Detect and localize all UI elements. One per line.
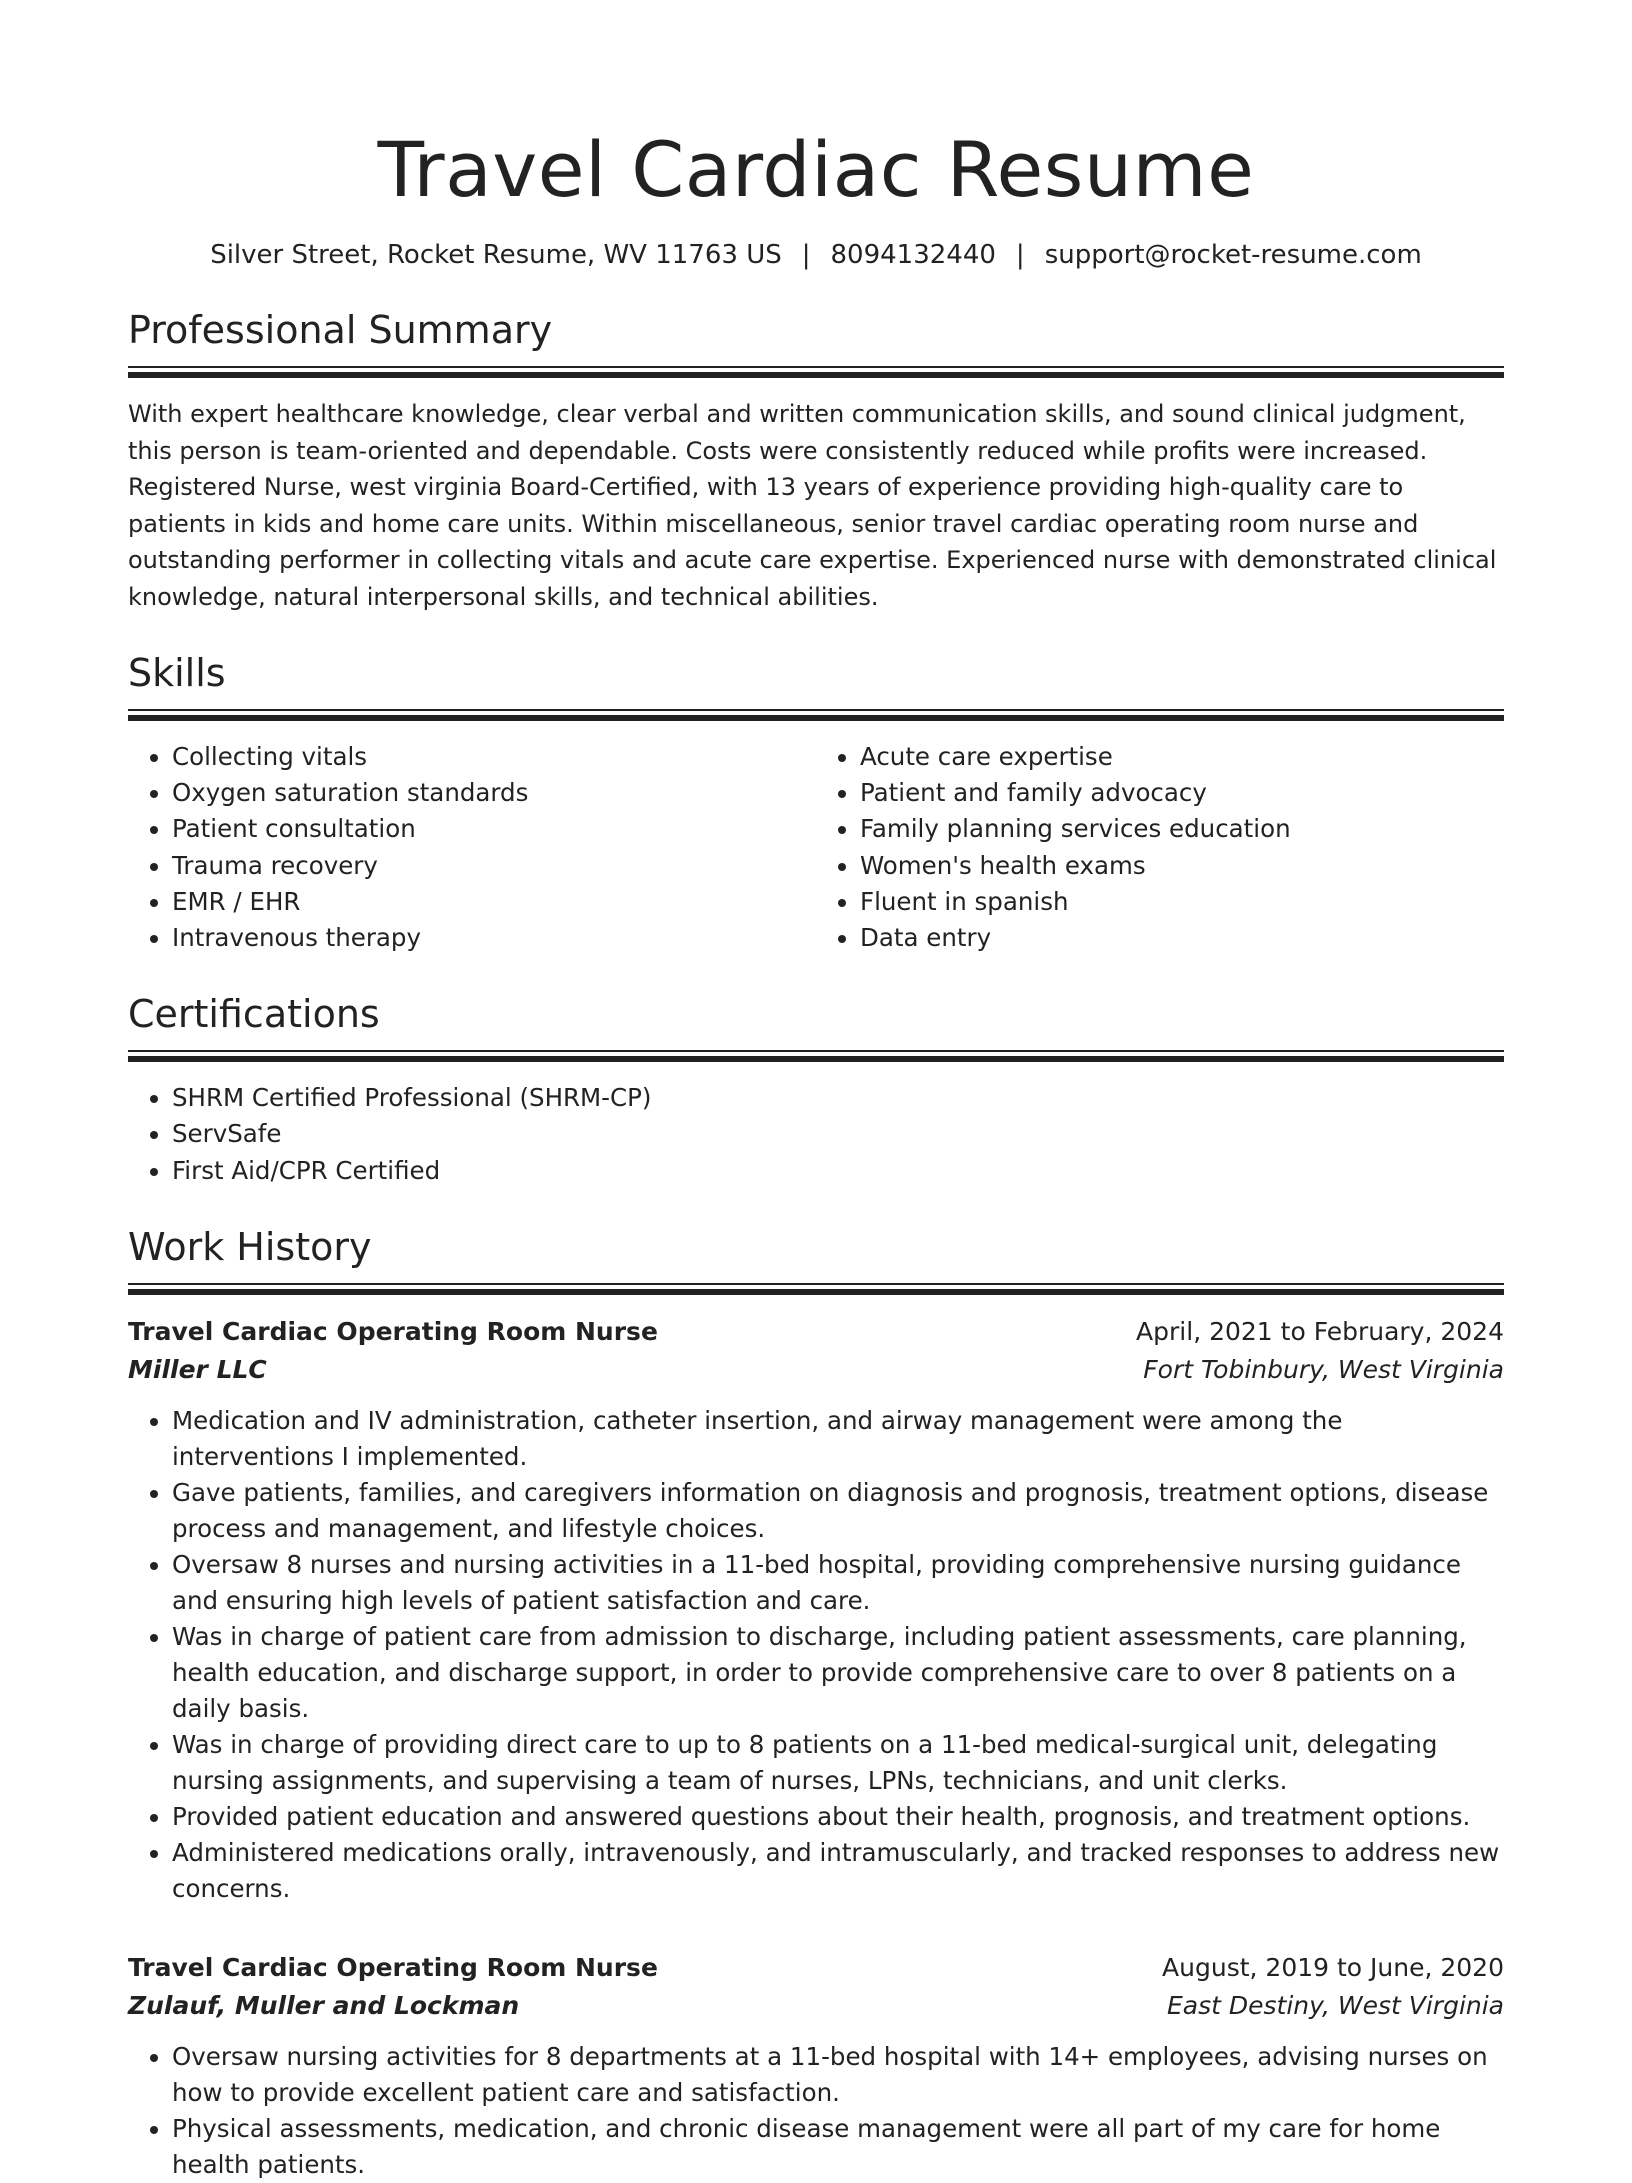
certifications-section (128, 990, 1504, 1189)
job-entry (128, 1313, 1504, 1907)
job-location: East Destiny, West Virginia (1166, 1990, 1504, 2020)
skill-item: • Patient and family advocacy (860, 775, 1504, 811)
job-bullet: • Provided patient education and answered questions about their health, prognosis, and treatment options. (172, 1799, 1504, 1835)
contact-address: Silver Street, Rocket Resume, WV 11763 US (210, 240, 782, 270)
certifications-list (128, 1080, 1504, 1189)
job-bullet: • Was in charge of providing direct care to up to 8 patients on a 11-bed medical-surgical unit, delegating nursing assignments, and supervising a team of nurses, LPNs, technicians, and unit clerks. (172, 1727, 1504, 1799)
skill-item: • Intravenous therapy (172, 920, 816, 956)
job-header-row (128, 1313, 1504, 1351)
certification-item: • First Aid/CPR Certified (172, 1153, 1504, 1189)
job-title: Travel Cardiac Operating Room Nurse (128, 1952, 658, 1982)
job-header-row (128, 1949, 1504, 1987)
job-bullet: • Physical assessments, medication, and chronic disease management were all part of my care for home health patients. (172, 2111, 1504, 2183)
job-subheader-row (128, 1351, 1504, 1389)
job-bullet: • Medication and IV administration, catheter insertion, and airway management were among the interventions I implemented. (172, 1403, 1504, 1475)
skill-item: • Fluent in spanish (860, 884, 1504, 920)
skill-item: • Oxygen saturation standards (172, 775, 816, 811)
contact-phone: 8094132440 (830, 240, 996, 270)
section-divider (128, 1050, 1504, 1062)
section-heading: Work History (128, 1224, 372, 1269)
job-dates: August, 2019 to June, 2020 (1162, 1952, 1504, 1982)
contact-email: support@rocket-resume.com (1044, 240, 1422, 270)
summary-text: With expert healthcare knowledge, clear verbal and written communication skills, and sound clinical judgment, this person is team-oriented and dependable. Costs were consistently reduced while profits were increased. Registered Nurse, west virginia Board-Certified, with 13 years of experience providing high-quality care to patients in kids and home care units. Within miscellaneous, senior travel cardiac operating room nurse and outstanding performer in collecting vitals and acute care expertise. Experienced nurse with demonstrated clinical knowledge, natural interpersonal skills, and technical abilities. (128, 400, 1497, 611)
skills-list-left (128, 739, 816, 956)
resume-title: Travel Cardiac Resume (377, 125, 1255, 214)
skill-item: • Acute care expertise (860, 739, 1504, 775)
job-entry (128, 1949, 1504, 2183)
contact-separator: | (1015, 240, 1025, 270)
skill-item: • Trauma recovery (172, 848, 816, 884)
job-company: Zulauf, Muller and Lockman (128, 1990, 520, 2020)
job-company: Miller LLC (128, 1354, 267, 1384)
job-bullet: • Administered medications orally, intravenously, and intramuscularly, and tracked responses to address new concerns. (172, 1835, 1504, 1907)
section-heading: Skills (128, 651, 226, 695)
skills-section (128, 649, 1504, 956)
section-divider (128, 709, 1504, 721)
skill-item: • Women's health exams (860, 848, 1504, 884)
work-history-section (128, 1223, 1504, 2183)
job-bullets (128, 2039, 1504, 2183)
job-subheader-row (128, 1987, 1504, 2025)
contact-line (128, 238, 1504, 272)
certification-item: • SHRM Certified Professional (SHRM-CP) (172, 1080, 1504, 1116)
summary-section (128, 306, 1504, 615)
job-location: Fort Tobinbury, West Virginia (1143, 1354, 1504, 1384)
certification-item: • ServSafe (172, 1116, 1504, 1152)
section-heading: Professional Summary (128, 308, 553, 352)
skill-item: • Collecting vitals (172, 739, 816, 775)
job-dates: April, 2021 to February, 2024 (1136, 1316, 1504, 1346)
job-bullet: • Was in charge of patient care from admission to discharge, including patient assessments, care planning, health education, and discharge support, in order to provide comprehensive care to over 8 patients on a daily basis. (172, 1619, 1504, 1727)
section-divider (128, 366, 1504, 378)
skills-grid (128, 739, 1504, 956)
job-bullet: • Oversaw 8 nurses and nursing activities in a 11-bed hospital, providing comprehensive nursing guidance and ensuring high levels of patient satisfaction and care. (172, 1547, 1504, 1619)
job-bullet: • Gave patients, families, and caregivers information on diagnosis and prognosis, treatment options, disease process and management, and lifestyle choices. (172, 1475, 1504, 1547)
skill-item: • Patient consultation (172, 811, 816, 847)
skill-item: • EMR / EHR (172, 884, 816, 920)
section-divider (128, 1283, 1504, 1295)
contact-separator: | (801, 240, 811, 270)
job-bullets (128, 1403, 1504, 1907)
skill-item: • Family planning services education (860, 811, 1504, 847)
job-bullet: • Oversaw nursing activities for 8 departments at a 11-bed hospital with 14+ employees, advising nurses on how to provide excellent patient care and satisfaction. (172, 2039, 1504, 2111)
skills-list-right (816, 739, 1504, 956)
section-heading: Certifications (128, 992, 380, 1037)
skill-item: • Data entry (860, 920, 1504, 956)
job-title: Travel Cardiac Operating Room Nurse (128, 1316, 658, 1346)
resume-page (128, 0, 1504, 2183)
